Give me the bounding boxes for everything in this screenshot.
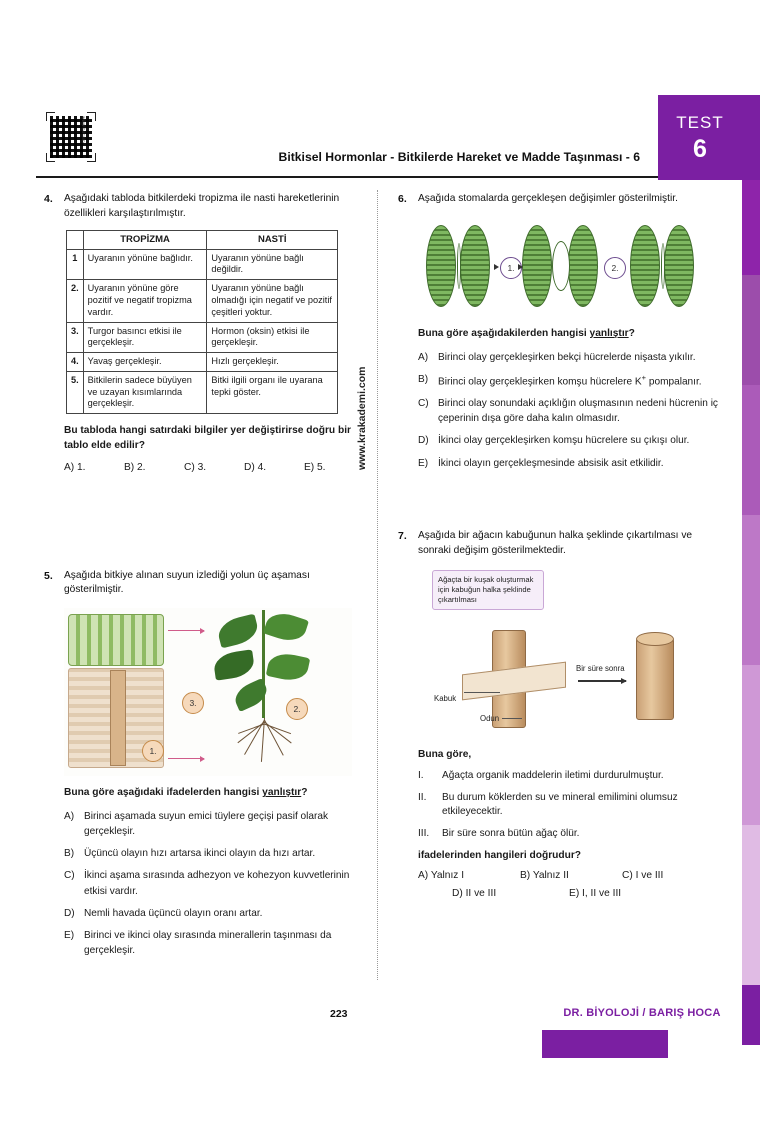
table-cell: Hormon (oksin) etkisi ile gerçekleşir. bbox=[207, 322, 338, 353]
answer-options-inline bbox=[64, 462, 364, 473]
stomatal-pore bbox=[552, 241, 570, 291]
leaf-icon bbox=[266, 650, 311, 684]
table-cell: Uyaranın yönüne bağlıdır. bbox=[83, 249, 207, 280]
option-letter: C) bbox=[418, 398, 429, 410]
leaf-mesophyll-illustration bbox=[68, 614, 164, 666]
question-prompt: Bu tabloda hangi satırdaki bilgiler yer değiştirirse doğru bir tablo elde edilir? bbox=[64, 425, 352, 451]
option-text: Birinci ve ikinci olay sırasında minerallerin taşınması da gerçekleşir. bbox=[84, 929, 332, 957]
option-letter: B) bbox=[64, 848, 75, 860]
option-c[interactable] bbox=[418, 396, 718, 426]
leaf-icon bbox=[212, 650, 255, 681]
question-5 bbox=[44, 569, 364, 958]
guard-cell-icon bbox=[630, 225, 660, 307]
table-cell: 4. bbox=[67, 353, 84, 372]
roman-number: III. bbox=[418, 827, 430, 839]
option-c[interactable]: C) 3. bbox=[184, 461, 207, 473]
edge-decoration-block bbox=[742, 665, 760, 825]
table-cell: Turgor basıncı etkisi ile gerçekleşir. bbox=[83, 322, 207, 353]
roman-number: II. bbox=[418, 791, 427, 803]
figure-label-1: 1. bbox=[142, 740, 164, 762]
option-text: Birinci aşamada suyun emici tüylere geçişi pasif olarak gerçekleşir. bbox=[84, 811, 329, 838]
comparison-table bbox=[66, 230, 338, 415]
option-b[interactable] bbox=[64, 846, 364, 861]
option-text: Birinci olay sonundaki açıklığın oluşmasının nedeni hücrenin iç çeperinin dışa göre daha kalın olmasıdır. bbox=[438, 398, 718, 425]
flow-arrow bbox=[168, 758, 204, 759]
prompt-text: Buna göre aşağıdakilerden hangisi yanlıştır? bbox=[418, 327, 635, 339]
option-d[interactable] bbox=[418, 433, 718, 448]
root-system-illustration bbox=[214, 718, 318, 770]
page-title: Bitkisel Hormonlar - Bitkilerde Hareket ve Madde Taşınması - 6 bbox=[278, 150, 640, 164]
option-text: İkinci olayın gerçekleşmesinde absisik asit etkilidir. bbox=[438, 457, 664, 469]
option-letter: C) bbox=[64, 870, 75, 882]
table-header-cell: NASTİ bbox=[207, 230, 338, 249]
flow-arrow bbox=[168, 630, 204, 631]
test-number: 6 bbox=[693, 135, 707, 163]
option-c[interactable] bbox=[64, 868, 364, 898]
question-number: 4. bbox=[44, 193, 53, 205]
water-transport-figure bbox=[64, 608, 352, 776]
question-stem: Aşağıda bir ağacın kabuğunun halka şeklinde çıkartılması ve sonraki değişim gösterilmektedir. bbox=[418, 529, 693, 556]
option-letter: E) bbox=[64, 929, 75, 941]
option-b[interactable]: B) 2. bbox=[124, 461, 146, 473]
prompt-text: Buna göre aşağıdaki ifadelerden hangisi yanlıştır? bbox=[64, 787, 308, 799]
figure-label-after: Bir süre sonra bbox=[576, 664, 625, 674]
test-badge bbox=[658, 95, 742, 180]
roman-number: I. bbox=[418, 770, 424, 782]
header-rule bbox=[36, 176, 658, 178]
qr-caption: www.hocam bbox=[81, 116, 86, 143]
option-a[interactable]: A) Yalnız I bbox=[418, 870, 465, 882]
stomatal-pore bbox=[457, 243, 461, 289]
table-cell: Hızlı gerçekleşir. bbox=[207, 353, 338, 372]
answer-options bbox=[418, 350, 718, 471]
list-item bbox=[418, 791, 718, 820]
table-cell: Uyaranın yönüne göre pozitif ve negatif tropizma vardır. bbox=[83, 280, 207, 322]
leaf-icon bbox=[215, 614, 260, 649]
test-label: TEST bbox=[676, 113, 724, 132]
edge-decoration-block bbox=[742, 275, 760, 385]
guard-cell-icon bbox=[664, 225, 694, 307]
option-d[interactable]: D) 4. bbox=[244, 461, 267, 473]
option-text: Nemli havada üçüncü olayın oranı artar. bbox=[84, 907, 263, 919]
question-7 bbox=[398, 529, 718, 900]
roman-text: Ağaçta organik maddelerin iletimi durdurulmuştur. bbox=[442, 770, 664, 782]
figure-callout: Ağaçta bir kuşak oluşturmak için kabuğun halka şeklinde çıkartılması bbox=[432, 570, 544, 610]
edge-decoration-block bbox=[742, 825, 760, 985]
option-c[interactable]: C) I ve III bbox=[622, 870, 664, 882]
stomata-figure bbox=[418, 217, 708, 317]
question-prompt bbox=[418, 327, 718, 342]
tree-log-after bbox=[636, 638, 674, 720]
option-e[interactable]: E) 5. bbox=[304, 461, 326, 473]
option-text: İkinci aşama sırasında adhezyon ve kohezyon kuvvetlerinin etkisi vardır. bbox=[84, 870, 350, 897]
question-prompt bbox=[64, 786, 364, 801]
option-letter: D) bbox=[64, 907, 75, 919]
option-letter: E) bbox=[418, 457, 429, 469]
table-header-cell bbox=[67, 230, 84, 249]
option-letter: B) bbox=[418, 373, 429, 385]
column-divider bbox=[377, 190, 378, 980]
table-row bbox=[67, 322, 338, 353]
option-text: İkinci olay gerçekleşirken komşu hücrelere su çıkışı olur. bbox=[438, 435, 690, 447]
guard-cell-icon bbox=[568, 225, 598, 307]
table-row bbox=[67, 249, 338, 280]
stoma-open-illustration bbox=[522, 225, 600, 307]
right-column bbox=[398, 192, 718, 915]
option-letter: A) bbox=[418, 351, 429, 363]
table-cell: 2. bbox=[67, 280, 84, 322]
roman-numeral-list bbox=[418, 769, 718, 842]
option-b[interactable]: B) Yalnız II bbox=[520, 870, 569, 882]
figure-step-label-2: 2. bbox=[604, 257, 626, 279]
table-cell: Uyaranın yönüne bağlı değildir. bbox=[207, 249, 338, 280]
option-d[interactable] bbox=[64, 906, 364, 921]
table-cell: Uyaranın yönüne bağlı olmadığı için negatif ve pozitif çeşitleri yoktur. bbox=[207, 280, 338, 322]
table-cell: 3. bbox=[67, 322, 84, 353]
option-e[interactable] bbox=[418, 456, 718, 471]
table-row bbox=[67, 280, 338, 322]
option-a[interactable] bbox=[418, 350, 718, 365]
question-prompt: Buna göre, bbox=[418, 749, 472, 761]
option-text: Birinci olay gerçekleşirken komşu hücrelere K+ pompalanır. bbox=[438, 372, 702, 388]
question-6 bbox=[398, 192, 718, 471]
figure-label-wood: Odun bbox=[480, 714, 500, 724]
answer-options-grid bbox=[418, 870, 718, 899]
question-number: 6. bbox=[398, 193, 407, 205]
page-number: 223 bbox=[330, 1008, 348, 1020]
option-text: Birinci olay gerçekleşirken bekçi hücrelerde nişasta yıkılır. bbox=[438, 351, 696, 363]
figure-step-label-1: 1. bbox=[500, 257, 522, 279]
option-letter: D) bbox=[418, 435, 429, 447]
xylem-vessel-illustration bbox=[110, 670, 126, 766]
list-item bbox=[418, 769, 718, 784]
table-cell: 5. bbox=[67, 371, 84, 413]
table-cell: 1 bbox=[67, 249, 84, 280]
roman-text: Bu durum köklerden su ve mineral emilimini olumsuz etkileyecektir. bbox=[442, 791, 678, 818]
edge-decoration-block bbox=[742, 515, 760, 665]
figure-label-bark: Kabuk bbox=[434, 694, 457, 704]
table-row bbox=[67, 371, 338, 413]
option-e[interactable]: E) I, II ve III bbox=[569, 888, 622, 900]
question-stem: Aşağıda bitkiye alınan suyun izlediği yolun üç aşaması gösterilmiştir. bbox=[64, 569, 310, 596]
stoma-closed-illustration-2 bbox=[624, 225, 702, 307]
question-prompt-2: ifadelerinden hangileri doğrudur? bbox=[418, 849, 582, 861]
edge-decoration-block bbox=[742, 985, 760, 1045]
guard-cell-icon bbox=[460, 225, 490, 307]
guard-cell-icon bbox=[522, 225, 552, 307]
footer-brand: DR. BİYOLOJİ / BARIŞ HOCA bbox=[542, 996, 742, 1030]
question-number: 5. bbox=[44, 569, 53, 582]
option-e[interactable] bbox=[64, 928, 364, 958]
option-letter: A) bbox=[64, 811, 75, 823]
option-a[interactable]: A) 1. bbox=[64, 461, 86, 473]
option-text: Üçüncü olayın hızı artarsa ikinci olayın da hızı artar. bbox=[84, 848, 316, 860]
roman-text: Bir süre sonra bütün ağaç ölür. bbox=[442, 827, 580, 839]
figure-label-3: 3. bbox=[182, 692, 204, 714]
question-number: 7. bbox=[398, 529, 407, 542]
option-a[interactable] bbox=[64, 809, 364, 839]
bark-girdling-figure bbox=[418, 568, 706, 738]
table-cell: Bitkilerin sadece büyüyen ve uzayan kısımlarında gerçekleşir. bbox=[83, 371, 207, 413]
option-d[interactable]: D) II ve III bbox=[452, 888, 497, 900]
left-column bbox=[44, 192, 364, 974]
table-row bbox=[67, 353, 338, 372]
edge-decoration-block bbox=[742, 385, 760, 515]
answer-options bbox=[64, 809, 364, 958]
table-cell: Yavaş gerçekleşir. bbox=[83, 353, 207, 372]
list-item bbox=[418, 827, 718, 842]
table-header-row bbox=[67, 230, 338, 249]
option-b[interactable] bbox=[418, 372, 718, 390]
leaf-icon bbox=[231, 678, 271, 712]
question-4 bbox=[44, 192, 364, 473]
footer-accent-bar bbox=[542, 1030, 668, 1058]
side-url: www.krakademi.com bbox=[356, 366, 368, 470]
question-stem: Aşağıdaki tabloda bitkilerdeki tropizma ile nasti hareketlerinin özellikleri karşılaştırılmıştır. bbox=[64, 193, 340, 219]
stomatal-pore bbox=[661, 243, 665, 289]
figure-label-2: 2. bbox=[286, 698, 308, 720]
guard-cell-icon bbox=[426, 225, 456, 307]
table-cell: Bitki ilgili organı ile uyarana tepki göster. bbox=[207, 371, 338, 413]
edge-decoration-block bbox=[742, 180, 760, 275]
time-arrow bbox=[578, 680, 626, 681]
stoma-closed-illustration bbox=[420, 225, 498, 307]
table-header-cell: TROPİZMA bbox=[83, 230, 207, 249]
question-stem: Aşağıda stomalarda gerçekleşen değişimler gösterilmiştir. bbox=[418, 193, 678, 204]
leaf-icon bbox=[263, 609, 309, 646]
edge-decoration-block bbox=[742, 95, 760, 180]
